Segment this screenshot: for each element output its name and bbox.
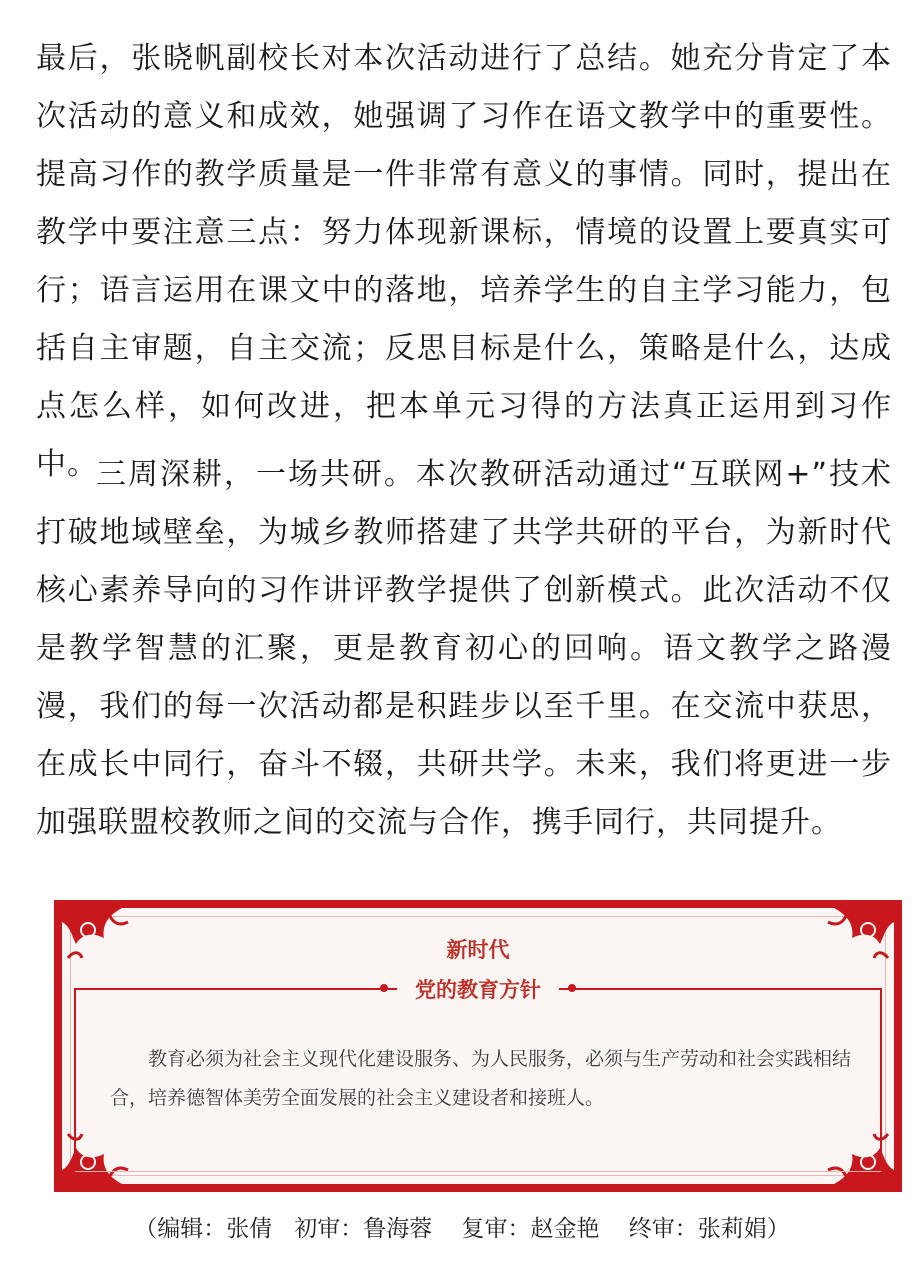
editor-credits: （编辑：张倩 初审：鲁海蓉 复审：赵金艳 终审：张莉娟） bbox=[134, 1216, 790, 1242]
banner-title bbox=[62, 974, 894, 1004]
banner-subtitle: 新时代 bbox=[446, 938, 510, 962]
article-paragraph-1: 最后，张晓帆副校长对本次活动进行了总结。她充分肯定了本次活动的意义和成效，她强调了习作在语文教学中的重要性。提高习作的教学质量是一件非常有意义的事情。同时，提出在教学中要注意三点：努力体现新课标，情境的设置上要真实可行；语言运用在课文中的落地，培养学生的自主学习能力，包括自主审题，自主交流；反思目标是什么，策略是什么，达成点怎么样，如何改进，把本单元习得的方法真正运用到习作中。 bbox=[36, 41, 892, 482]
banner-title-text: 党的教育方针 bbox=[397, 978, 559, 1002]
education-policy-banner bbox=[54, 900, 902, 1192]
banner-policy-text: 教育必须为社会主义现代化建设服务、为人民服务，必须与生产劳动和社会实践相结合，培养德智体美劳全面发展的社会主义建设者和接班人。 bbox=[110, 1048, 852, 1109]
article-paragraph-2: 三周深耕，一场共研。本次教研活动通过“互联网+”技术打破地域壁垒，为城乡教师搭建了共学共研的平台，为新时代核心素养导向的习作讲评教学提供了创新模式。此次活动不仅是教学智慧的汇聚，更是教育初心的回响。语文教学之路漫漫，我们的每一次活动都是积跬步以至千里。在交流中获思，在成长中同行，奋斗不辍，共研共学。未来，我们将更进一步加强联盟校教师之间的交流与合作，携手同行，共同提升。 bbox=[36, 457, 892, 840]
